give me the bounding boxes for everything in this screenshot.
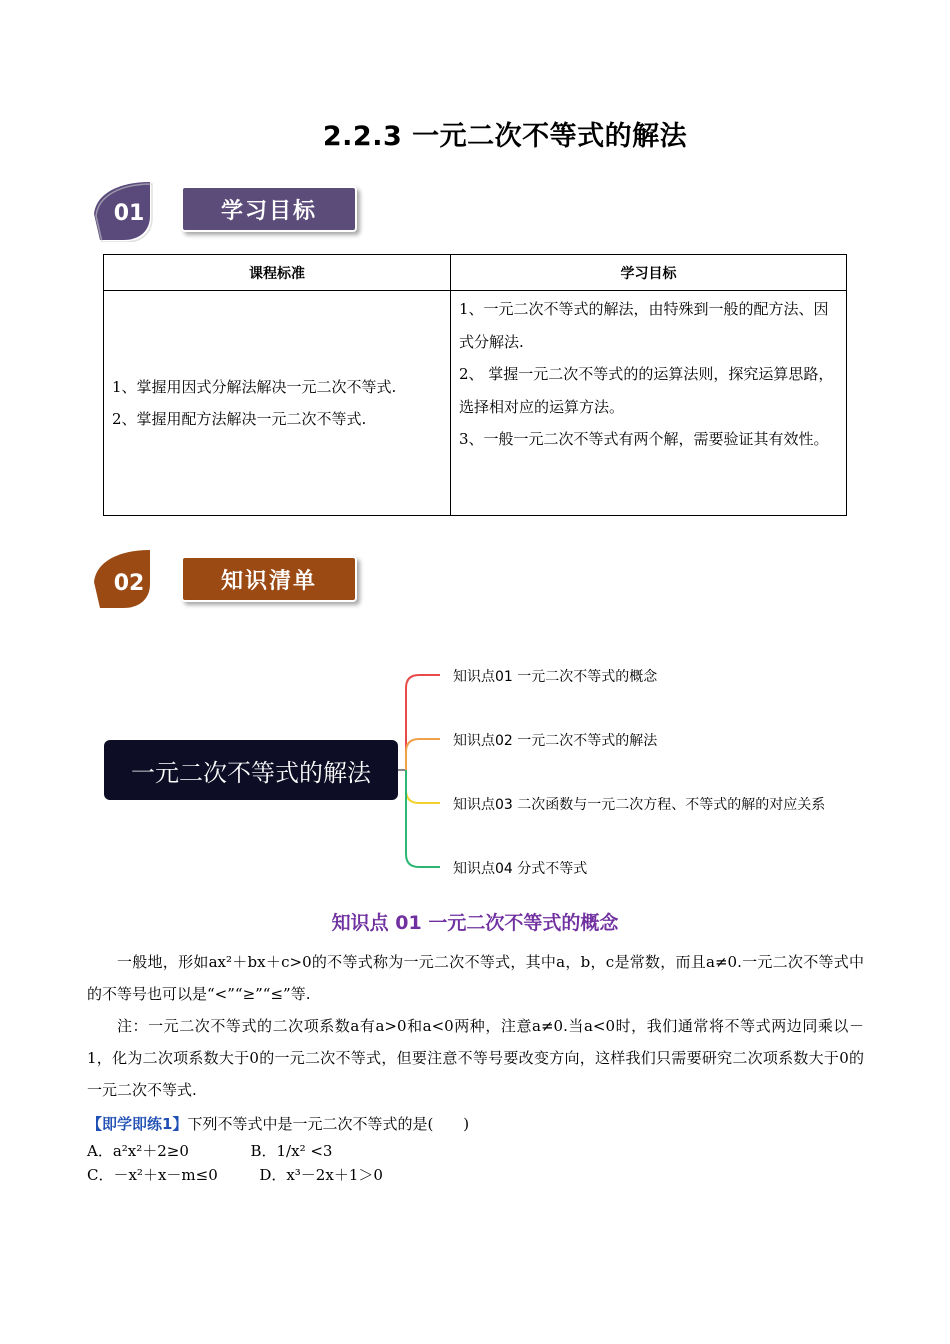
definition-text: 一般地，形如ax²＋bx＋c>0的不等式称为一元二次不等式，其中a，b，c是常数，而且a≠0.一元二次不等式中的不等号也可以是“<”“≥”“≤”等. xyxy=(87,953,864,1003)
mindmap-node: 知识点04 分式不等式 xyxy=(453,861,588,877)
section-number: 01 xyxy=(113,201,145,226)
mindmap-node: 知识点03 二次函数与一元二次方程、不等式的解的对应关系 xyxy=(453,797,826,813)
note-text: 注：一元二次不等式的二次项系数a有a>0和a<0两种，注意a≠0.当a<0时，我们通常将不等式两边同乘以－1，化为二次项系数大于0的一元二次不等式，但要注意不等号要改变方向，这样我们只需要研究二次项系数大于0的一元二次不等式. xyxy=(87,1017,864,1099)
option-row xyxy=(87,1164,383,1185)
option-b: B．1/x² <3 xyxy=(250,1142,333,1160)
note-paragraph xyxy=(87,1010,864,1106)
option-a: A．a²x²＋2≥0 xyxy=(87,1142,189,1160)
page-title: 2.2.3 一元二次不等式的解法 xyxy=(322,121,688,152)
section-number: 02 xyxy=(113,571,145,596)
mindmap-center: 一元二次不等式的解法 xyxy=(104,740,398,800)
standard-item: 1、掌握用因式分解法解决一元二次不等式. xyxy=(112,377,397,396)
section-label: 知识清单 xyxy=(181,556,357,602)
table-header: 学习目标 xyxy=(451,255,847,291)
section-label: 学习目标 xyxy=(181,186,357,232)
exercise-text: 下列不等式中是一元二次不等式的是( ) xyxy=(187,1115,470,1133)
goal-item: 2、 掌握一元二次不等式的的运算法则，探究运算思路，选择相对应的运算方法。 xyxy=(459,365,834,416)
mindmap-node: 知识点01 一元二次不等式的概念 xyxy=(453,669,658,685)
table-header: 课程标准 xyxy=(104,255,451,291)
mindmap-node: 知识点02 一元二次不等式的解法 xyxy=(453,733,658,749)
exercise-question xyxy=(87,1112,469,1137)
concept-paragraph xyxy=(87,946,864,1010)
standard-item: 2、掌握用配方法解决一元二次不等式. xyxy=(112,410,367,428)
option-c: C．－x²＋x－m≤0 xyxy=(87,1166,218,1184)
goal-item: 3、一般一元二次不等式有两个解，需要验证其有效性。 xyxy=(459,430,829,448)
knowledge-point-heading: 知识点 01 一元二次不等式的概念 xyxy=(331,912,619,934)
option-d: D．x³－2x＋1＞0 xyxy=(259,1166,383,1184)
option-row xyxy=(87,1140,332,1161)
exercise-tag: 【即学即练1】 xyxy=(87,1115,188,1133)
goal-item: 1、一元二次不等式的解法，由特殊到一般的配方法、因式分解法. xyxy=(459,300,829,351)
